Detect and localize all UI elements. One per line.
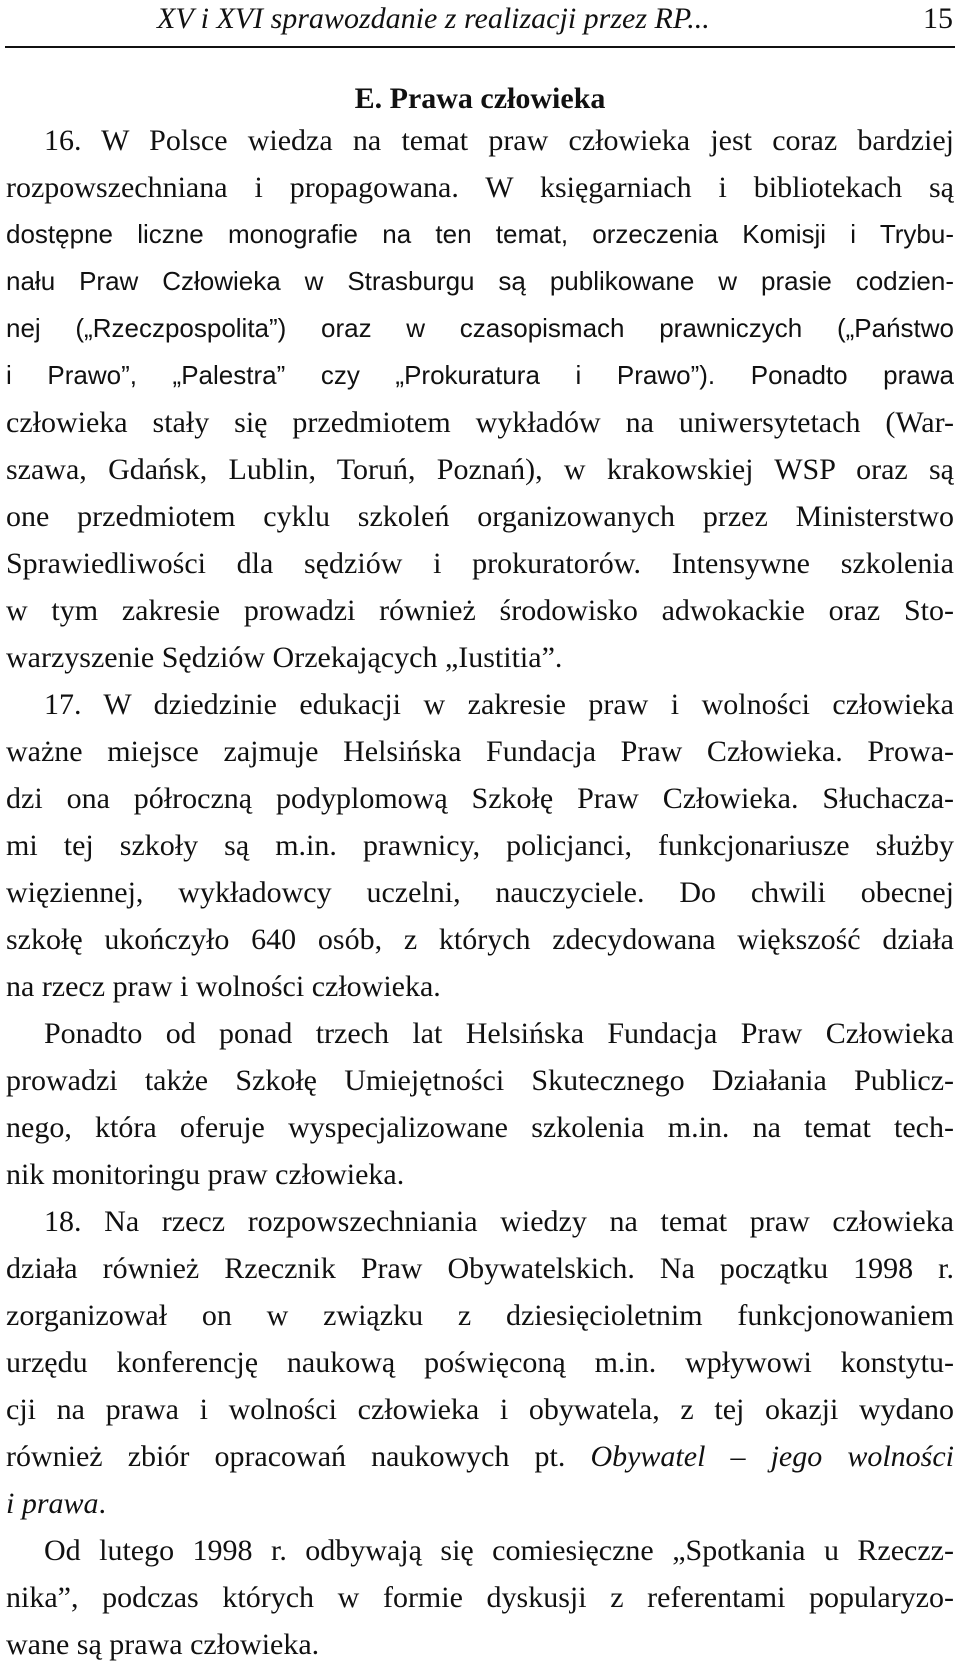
running-header: [5, 0, 955, 48]
line-regular-text: również zbiór opracowań naukowych pt.: [6, 1440, 591, 1473]
paragraph-line: człowieka stały się przedmiotem wykładów na uniwersytetach (War-: [6, 406, 954, 439]
paragraph-line: 18. Na rzecz rozpowszechniania wiedzy na temat praw człowieka: [44, 1205, 954, 1238]
paragraph-line: rozpowszechniana i propagowana. W księgarniach i bibliotekach są: [6, 171, 954, 204]
page-number: 15: [923, 2, 953, 35]
paragraph-line: nika”, podczas których w formie dyskusji z referentami popularyzo-: [6, 1581, 954, 1614]
paragraph-line: na rzecz praw i wolności człowieka.: [6, 970, 441, 1003]
paragraph-line: szawa, Gdańsk, Lublin, Toruń, Poznań), w krakowskiej WSP oraz są: [6, 453, 954, 486]
publication-title-part: i prawa: [6, 1487, 99, 1520]
paragraph-line: szkołę ukończyło 640 osób, z których zdecydowana większość działa: [6, 923, 954, 956]
paragraph-line: cji na prawa i wolności człowieka i obywatela, z tej okazji wydano: [6, 1393, 954, 1426]
paragraph-line: Ponadto od ponad trzech lat Helsińska Fundacja Praw Człowieka: [44, 1017, 954, 1050]
paragraph-line: nego, która oferuje wyspecjalizowane szkolenia m.in. na temat tech-: [6, 1111, 954, 1144]
running-title: XV i XVI sprawozdanie z realizacji przez RP...: [157, 2, 710, 35]
body-text: [6, 117, 954, 1668]
section-title: E. Prawa człowieka: [354, 82, 606, 115]
paragraph-line: Od lutego 1998 r. odbywają się comiesięczne „Spotkania u Rzeczz-: [44, 1534, 954, 1567]
paragraph-line: mi tej szkoły są m.in. prawnicy, policjanci, funkcjonariusze służby: [6, 829, 954, 862]
paragraph-line: 16. W Polsce wiedza na temat praw człowieka jest coraz bardziej: [44, 124, 954, 157]
paragraph-line: warzyszenie Sędziów Orzekających „Iustitia”.: [6, 641, 563, 674]
paragraph-line: dostępne liczne monografie na ten temat, orzeczenia Komisji i Trybu-: [6, 219, 954, 249]
paragraph-line: w tym zakresie prowadzi również środowisko adwokackie oraz Sto-: [6, 594, 954, 627]
publication-title-part: Obywatel – jego wolności: [590, 1440, 954, 1473]
paragraph-line: prowadzi także Szkołę Umiejętności Skutecznego Działania Publicz-: [6, 1064, 954, 1097]
paragraph-line: wane są prawa człowieka.: [6, 1628, 320, 1661]
paragraph-line: [6, 1433, 954, 1480]
paragraph-line: [6, 1480, 954, 1527]
paragraph-line: nej („Rzeczpospolita”) oraz w czasopismach prawniczych („Państwo: [6, 313, 954, 343]
paragraph-line: działa również Rzecznik Praw Obywatelskich. Na początku 1998 r.: [6, 1252, 954, 1285]
paragraph-line: urzędu konferencję naukową poświęconą m.in. wpływowi konstytu-: [6, 1346, 954, 1379]
paragraph-line: dzi ona półroczną podyplomową Szkołę Praw Człowieka. Słuchacza-: [6, 782, 954, 815]
paragraph-line: i Prawo”, „Palestra” czy „Prokuratura i Prawo”). Ponadto prawa: [6, 360, 954, 390]
paragraph-line: nik monitoringu praw człowieka.: [6, 1158, 405, 1191]
paragraph-line: one przedmiotem cyklu szkoleń organizowanych przez Ministerstwo: [6, 500, 954, 533]
line-punctuation: .: [98, 1487, 107, 1520]
paragraph-line: 17. W dziedzinie edukacji w zakresie praw i wolności człowieka: [44, 688, 954, 721]
paragraph-line: więziennej, wykładowcy uczelni, nauczyciele. Do chwili obecnej: [6, 876, 954, 909]
paragraph-line: ważne miejsce zajmuje Helsińska Fundacja Praw Człowieka. Prowa-: [6, 735, 954, 768]
paragraph-line: zorganizował on w związku z dziesięcioletnim funkcjonowaniem: [6, 1299, 954, 1332]
paragraph-line: nału Praw Człowieka w Strasburgu są publikowane w prasie codzien-: [6, 266, 954, 296]
paragraph-line: Sprawiedliwości dla sędziów i prokuratorów. Intensywne szkolenia: [6, 547, 954, 580]
